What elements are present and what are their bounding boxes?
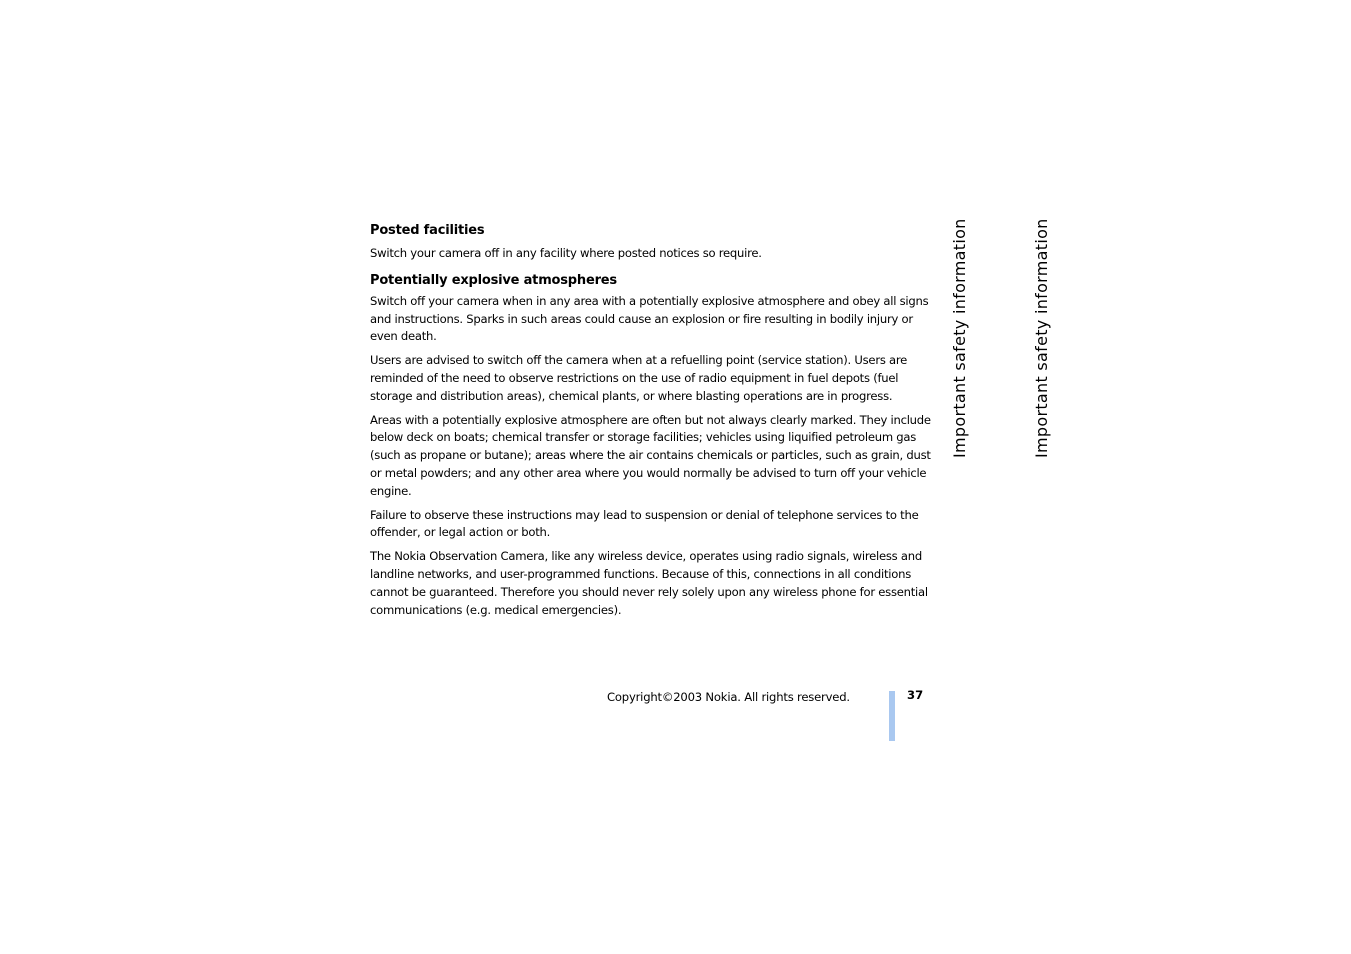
- page-content: [370, 222, 940, 619]
- section-heading-explosive-atmospheres: Potentially explosive atmospheres: [370, 272, 617, 288]
- side-tab-safety-info-duplicate: [1032, 218, 1052, 458]
- copyright-notice: Copyright©2003 Nokia. All rights reserved.: [607, 690, 850, 704]
- paragraph-failure: Failure to observe these instructions may lead to suspension or denial of telephone services to the offender, or legal action or both.: [370, 507, 919, 540]
- side-tab-safety-info: [950, 218, 970, 458]
- paragraph-marked-areas: Areas with a potentially explosive atmosphere are often but not always clearly marked. They include below deck on boats; chemical transfer or storage facilities; vehicles using liquified petroleum gas (such as propane or butane); areas where the air contains chemicals or particles, such as grain, dust or metal powders; and any other area where you would normally be advised to turn off your vehicle engine.: [370, 412, 931, 498]
- page-marker-bar: [889, 691, 895, 741]
- side-tab-label: Important safety information: [950, 218, 969, 458]
- paragraph-switch-off: Switch off your camera when in any area with a potentially explosive atmosphere and obey all signs and instructions. Sparks in such areas could cause an explosion or fire resulting in bodily injury or even death.: [370, 293, 929, 344]
- section-heading-posted-facilities: Posted facilities: [370, 223, 485, 238]
- paragraph-wireless-device: The Nokia Observation Camera, like any wireless device, operates using radio signals, wireless and landline networks, and user-programmed functions. Because of this, connections in all conditions cannot be guaranteed. Therefore you should never rely solely upon any wireless phone for essential communications (e.g. medical emergencies).: [370, 549, 928, 617]
- page-number: 37: [907, 688, 924, 702]
- paragraph-refuelling: Users are advised to switch off the camera when at a refuelling point (service station). Users are reminded of the need to observe restrictions on the use of radio equipment in fuel depots (fuel storage and distribution areas), chemical plants, or where blasting operations are in progress.: [370, 353, 908, 403]
- side-tab-label: Important safety information: [1032, 218, 1051, 458]
- paragraph-posted-facilities: Switch your camera off in any facility where posted notices so require.: [370, 246, 762, 260]
